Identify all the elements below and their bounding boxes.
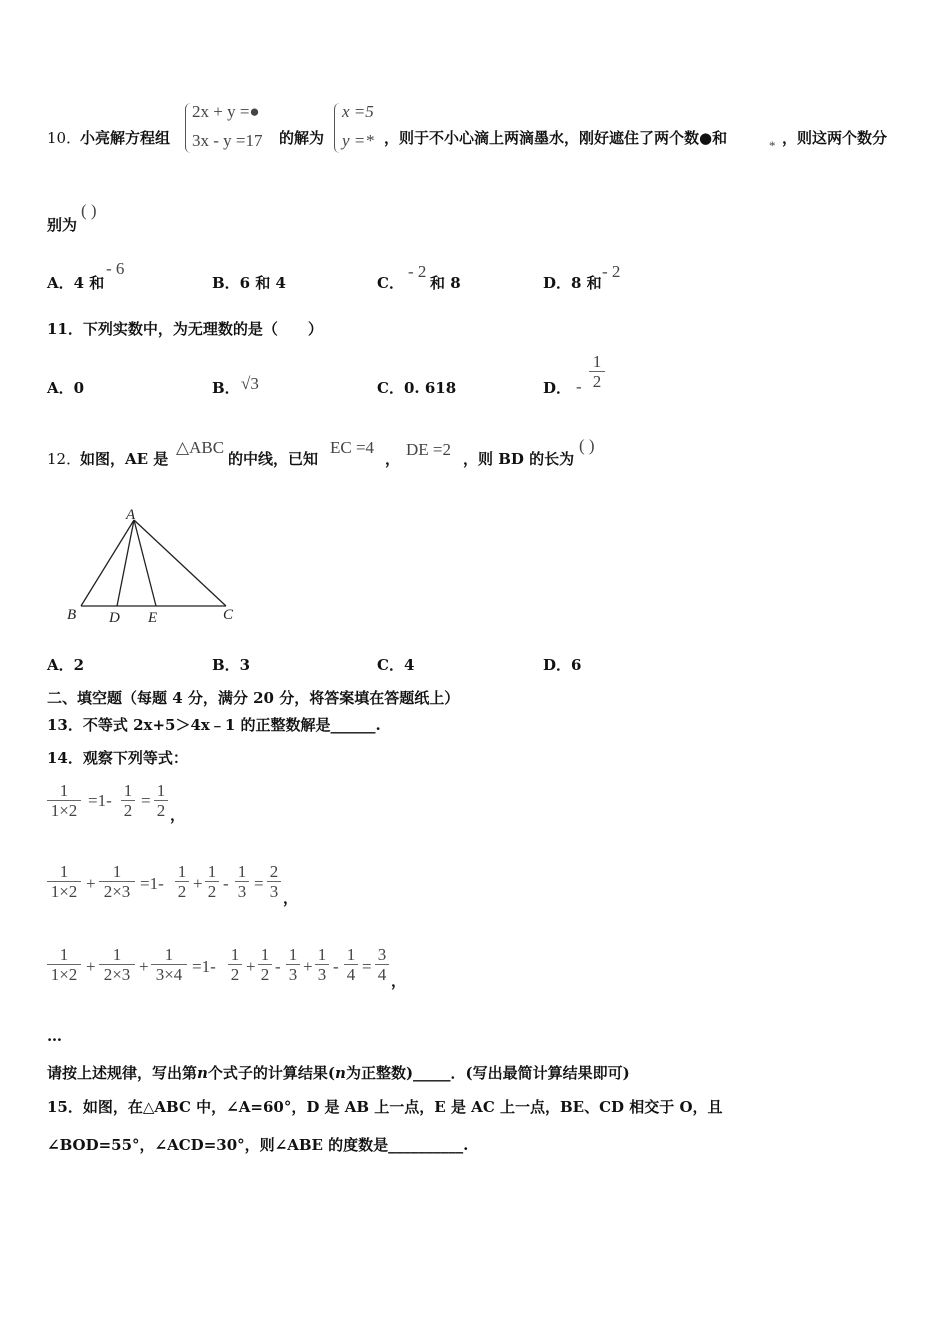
q10-eq2: 3x - y =17 (192, 131, 263, 150)
fraction-numerator: 1 (592, 352, 602, 371)
q12-triangle-figure (60, 500, 250, 630)
eq3-op-1: + (86, 957, 96, 976)
q12-ec: EC =4 (330, 438, 375, 457)
eq1-frac-3: 1 2 (154, 781, 168, 820)
q10-option-d-math: - 2 (602, 262, 621, 281)
q10-solution-brace (334, 103, 340, 153)
q15-line-2: ∠BOD=55°，∠ACD=30°，则∠ABE 的度数是__________. (47, 1136, 469, 1154)
eq1-frac-1: 1 1×2 (47, 781, 81, 820)
eq3-frac-9: 3 4 (375, 945, 389, 984)
fraction-denominator: 2 (592, 372, 602, 391)
q11-option-d-fraction (589, 352, 605, 391)
eq3-frac-1: 1 1×2 (47, 945, 81, 984)
q10-option-b: B．6 和 4 (212, 274, 286, 292)
q11-option-d: D． (543, 379, 572, 397)
q12-option-a: A．2 (47, 656, 85, 674)
eq3-op-2: + (139, 957, 149, 976)
q10-eq1: 2x + y =● (192, 102, 260, 121)
figure-label-d: D (109, 610, 120, 626)
q11-option-b-math: √3 (241, 374, 259, 393)
q10-option-a-math: - 6 (106, 259, 125, 278)
q10-paren: ( ) (81, 201, 97, 220)
eq3-frac-7: 1 3 (315, 945, 329, 984)
eq1-op-2: = (141, 791, 151, 810)
eq2-op-4: - (223, 874, 229, 893)
q10-option-c-math: - 2 (408, 262, 427, 281)
n-variable: n (197, 1064, 208, 1082)
q10-star: * (769, 138, 776, 153)
eq2-frac-2: 1 2×3 (99, 862, 135, 901)
q12-option-d: D．6 (543, 656, 582, 674)
eq3-op-5: - (275, 957, 281, 976)
section2-heading: 二、填空题（每题 4 分，满分 20 分，将答案填在答题纸上） (47, 689, 460, 707)
eq1-frac-2: 1 2 (121, 781, 135, 820)
q10-text-1: 小亮解方程组 (80, 129, 171, 147)
q10-system-brace (185, 103, 191, 153)
figure-label-b: B (67, 607, 77, 623)
q12-de: DE =2 (406, 440, 451, 459)
q10-sol2: y =* (342, 131, 374, 150)
eq2-frac-1: 1 1×2 (47, 862, 81, 901)
eq3-frac-4: 1 2 (228, 945, 242, 984)
q10-text-2: 的解为 (279, 129, 325, 147)
q14-ellipsis: … (47, 1027, 62, 1045)
eq3-op-3: =1- (192, 957, 216, 976)
eq2-op-5: = (254, 874, 264, 893)
q11-option-b: B． (212, 379, 240, 397)
q12-option-b: B．3 (212, 656, 251, 674)
figure-label-a: A (126, 507, 136, 523)
eq2-comma: ， (283, 889, 299, 907)
q14-title: 14．观察下列等式： (47, 749, 188, 767)
eq1-comma: ， (170, 806, 186, 824)
q12-text-3: ，则 BD 的长为 (463, 450, 575, 468)
q10-text-5: 别为 (47, 216, 78, 234)
q14-prompt: 请按上述规律，写出第n个式子的计算结果(n为正整数)_____．(写出最简计算结果即可) (47, 1064, 630, 1082)
q11-option-d-sign: - (576, 377, 582, 396)
eq3-comma: ， (391, 972, 407, 990)
eq1-op-1: =1- (88, 791, 112, 810)
eq3-frac-6: 1 3 (286, 945, 300, 984)
q11-option-a: A．0 (47, 379, 85, 397)
q10-option-d: D．8 和 (543, 274, 602, 292)
q12-triangle: △ABC (176, 438, 225, 457)
eq2-op-3: + (193, 874, 203, 893)
q10-sol1: x =5 (342, 102, 374, 121)
q12-comma: ， (385, 450, 401, 468)
eq3-frac-5: 1 2 (258, 945, 272, 984)
q13-text: 13．不等式 2x+5＞4x﹣1 的正整数解是______. (47, 716, 381, 734)
eq3-frac-3: 1 3×4 (151, 945, 187, 984)
eq3-op-4: + (246, 957, 256, 976)
q10-number: 10． (47, 129, 82, 147)
eq3-frac-2: 1 2×3 (99, 945, 135, 984)
figure-label-e: E (148, 610, 158, 626)
q11-option-c: C．0. 618 (377, 379, 457, 397)
q12-text-2: 的中线，已知 (228, 450, 319, 468)
q11-text: 11．下列实数中，为无理数的是（ ） (47, 320, 323, 338)
eq2-frac-3: 1 2 (175, 862, 189, 901)
q12-paren: ( ) (579, 436, 595, 455)
eq2-frac-4: 1 2 (205, 862, 219, 901)
q10-option-a: A．4 和 (47, 274, 105, 292)
eq2-frac-6: 2 3 (267, 862, 281, 901)
q10-option-c: C． (377, 274, 404, 292)
q12-text-1: 如图，AE 是 (80, 450, 169, 468)
q10-text-3: ，则于不小心滴上两滴墨水，刚好遮住了两个数●和 (384, 129, 728, 147)
q15-line-1: 15．如图，在△ABC 中，∠A=60°，D 是 AB 上一点，E 是 AC 上一点，BE、CD 相交于 O，且 (47, 1098, 723, 1116)
eq2-frac-5: 1 3 (235, 862, 249, 901)
eq3-op-8: = (362, 957, 372, 976)
eq3-op-6: + (303, 957, 313, 976)
eq3-frac-8: 1 4 (344, 945, 358, 984)
eq2-op-2: =1- (140, 874, 164, 893)
figure-label-c: C (223, 607, 234, 623)
q10-option-c-after: 和 8 (430, 274, 461, 292)
eq3-op-7: - (333, 957, 339, 976)
q10-text-4: ，则这两个数分 (782, 129, 888, 147)
q12-number: 12． (47, 450, 82, 468)
n-variable-2: n (335, 1064, 346, 1082)
q12-option-c: C．4 (377, 656, 415, 674)
eq2-op-1: + (86, 874, 96, 893)
